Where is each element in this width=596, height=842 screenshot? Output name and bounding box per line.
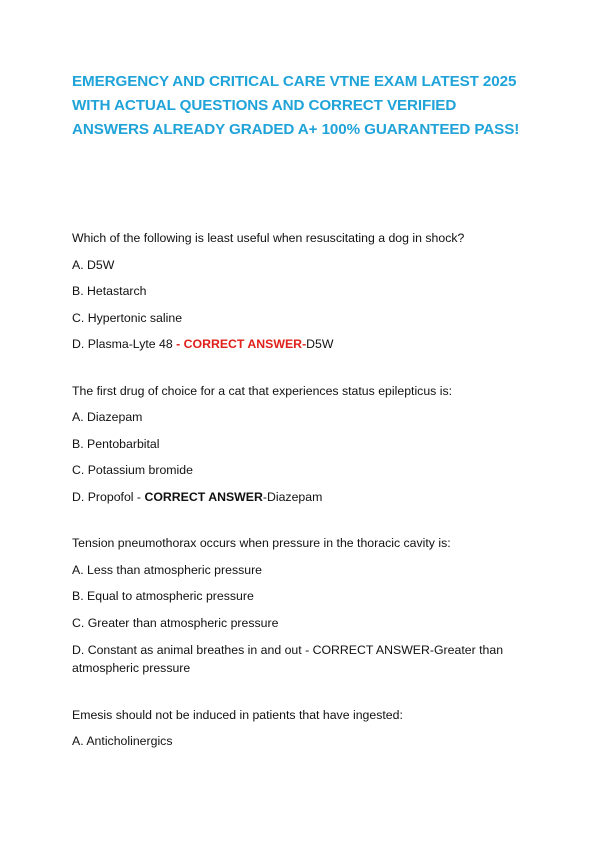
option-d-with-answer	[72, 489, 532, 506]
option-a: A. Diazepam	[72, 410, 143, 424]
correct-answer-value: D5W	[306, 337, 334, 351]
option-d-with-answer	[72, 336, 532, 353]
correct-answer-label: CORRECT ANSWER	[183, 337, 303, 351]
option-c: C. Potassium bromide	[72, 463, 193, 477]
question-block-1	[72, 230, 532, 353]
answer-separator-2: -	[302, 337, 307, 351]
document-title	[72, 70, 532, 142]
spacer	[72, 363, 532, 383]
correct-answer-label: CORRECT ANSWER	[144, 489, 263, 504]
option-b: B. Pentobarbital	[72, 436, 160, 451]
question-text: Which of the following is least useful when resuscitating a dog in shock?	[72, 231, 465, 245]
option-a: A. Less than atmospheric pressure	[72, 562, 263, 577]
option-d: D. Plasma-Lyte 48	[72, 337, 173, 351]
option-c: C. Greater than atmospheric pressure	[72, 615, 279, 630]
spacer	[72, 515, 532, 535]
title-line-2: WITH ACTUAL QUESTIONS AND CORRECT VERIFIED	[72, 97, 457, 114]
option-c: C. Hypertonic saline	[72, 310, 183, 325]
correct-answer-value: -Diazepam	[262, 489, 323, 504]
answer-separator: -	[172, 337, 184, 351]
question-text: Tension pneumothorax occurs when pressure in the thoracic cavity is:	[72, 536, 451, 550]
questions-list	[72, 230, 532, 760]
title-line-3: ANSWERS ALREADY GRADED A+ 100% GUARANTEED PASS!	[72, 121, 520, 138]
question-text: Emesis should not be induced in patients that have ingested:	[72, 707, 403, 722]
option-a: A. D5W	[72, 257, 115, 272]
option-d-with-answer: D. Constant as animal breathes in and out - CORRECT ANSWER-Greater than atmospheric pressure	[72, 643, 504, 675]
option-a: A. Anticholinergics	[72, 734, 173, 748]
spacer	[72, 687, 532, 707]
option-d: D. Propofol -	[72, 489, 145, 504]
title-line-1: EMERGENCY AND CRITICAL CARE VTNE EXAM LATEST 2025	[72, 73, 517, 90]
option-b: B. Equal to atmospheric pressure	[72, 589, 254, 603]
question-block-4	[72, 707, 532, 751]
question-text: The first drug of choice for a cat that experiences status epilepticus is:	[72, 383, 453, 398]
question-block-3	[72, 535, 532, 677]
question-block-2	[72, 383, 532, 506]
option-b: B. Hetastarch	[72, 284, 147, 298]
